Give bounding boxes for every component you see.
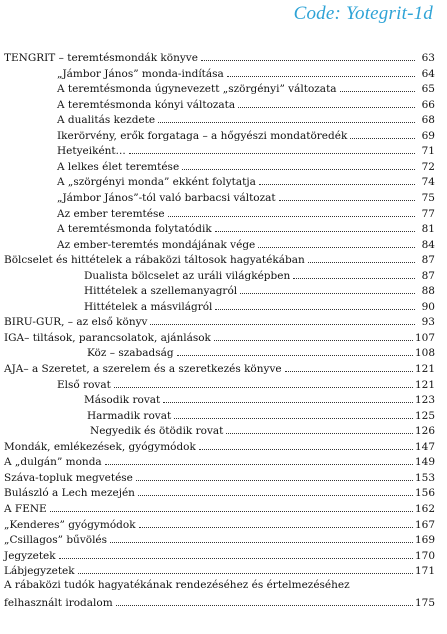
- toc-entry-title: Hittételek a másvilágról: [84, 300, 213, 313]
- toc-entry-page: 121: [414, 363, 435, 375]
- toc-entry-page: 171: [414, 565, 435, 578]
- toc-entry-page: 107: [414, 331, 435, 344]
- leader-dots: [293, 278, 415, 279]
- toc-entry-page: 87: [421, 269, 435, 282]
- toc-entry-title: Hittételek a szellemanyagról: [84, 285, 238, 298]
- leader-dots: [177, 355, 413, 356]
- toc-entry: [57, 110, 435, 126]
- leader-dots: [226, 433, 413, 434]
- toc-entry: [57, 95, 435, 111]
- leader-dots: [78, 573, 413, 574]
- toc-entry: [4, 250, 435, 266]
- leader-dots: [114, 387, 413, 388]
- toc-entry-title: „Kenderes” gyógymódok: [4, 518, 136, 531]
- toc-entry-page: 65: [421, 83, 435, 96]
- toc-entry: [4, 359, 435, 375]
- leader-dots: [174, 418, 413, 419]
- leader-dots: [182, 169, 415, 170]
- toc-entry-page: 125: [414, 409, 435, 422]
- toc-entry: [4, 483, 435, 499]
- toc-entry: [4, 468, 435, 484]
- toc-entry-title: Az ember teremtése: [57, 207, 165, 220]
- toc-entry: [57, 79, 435, 95]
- toc-entry: [57, 126, 435, 142]
- leader-dots: [110, 542, 413, 543]
- toc-entry-title: A „dulgán” monda: [4, 456, 102, 469]
- toc-entry-title: Ikerörvény, erők forgataga – a hőgyészi mondatöredék: [57, 129, 348, 142]
- toc-entry-page: 169: [414, 534, 435, 547]
- leader-dots: [215, 231, 415, 232]
- toc-entry-page: 71: [421, 145, 435, 158]
- leader-dots: [150, 324, 415, 325]
- toc-entry: [87, 343, 435, 359]
- toc-entry-page: 175: [414, 596, 435, 609]
- toc-entry-title: Bulászló a Lech mezején: [4, 487, 135, 500]
- toc-entry: [57, 188, 435, 204]
- toc-entry-title: TENGRIT – teremtésmondák könyve: [4, 52, 198, 64]
- leader-dots: [258, 247, 415, 248]
- toc-entry: [84, 390, 435, 406]
- document-code-label: Code: Yotegrit-1d: [293, 3, 433, 24]
- toc-entry: [4, 561, 435, 577]
- leader-dots: [105, 464, 413, 465]
- toc-entry-title: Első rovat: [57, 378, 111, 391]
- leader-dots: [139, 527, 413, 528]
- toc-entry-page: 153: [414, 471, 435, 484]
- toc-entry: [4, 546, 435, 562]
- toc-entry-title: A lelkes élet teremtése: [57, 160, 180, 173]
- toc-entry-page: 84: [421, 238, 435, 251]
- toc-entry: [57, 219, 435, 235]
- leader-dots: [350, 138, 415, 139]
- toc-entry-page: 64: [421, 67, 435, 80]
- toc-entry-page: 68: [421, 114, 435, 127]
- toc-entry-title: Jegyzetek: [4, 549, 56, 562]
- toc-entry-page: 147: [414, 440, 435, 453]
- toc-entry: [4, 515, 435, 531]
- leader-dots: [285, 371, 413, 372]
- toc-entry-page: 126: [414, 425, 435, 438]
- toc-entry-page: 74: [421, 176, 435, 189]
- leader-dots: [308, 262, 415, 263]
- leader-dots: [138, 495, 413, 496]
- toc-entry-page: 66: [421, 98, 435, 111]
- toc-entry-title: „Csillagos” bűvölés: [4, 534, 108, 547]
- toc-entry-title: IGA– tiltások, parancsolatok, ajánlások: [4, 331, 211, 344]
- leader-dots: [129, 153, 415, 154]
- leader-dots: [279, 200, 415, 201]
- toc-entry-title: Második rovat: [84, 394, 161, 407]
- toc-entry-page: 170: [414, 549, 435, 562]
- toc-entry-page: 69: [421, 129, 435, 142]
- toc-entry-page: 63: [421, 52, 435, 64]
- leader-dots: [59, 558, 413, 559]
- toc-entry-page: 77: [421, 207, 435, 220]
- toc-entry-title: Negyedik és ötödik rovat: [90, 425, 224, 438]
- toc-entry-page: 162: [414, 502, 435, 515]
- toc-entry-title: BIRU-GUR, – az első könyv: [4, 316, 148, 329]
- toc-entry-page: 156: [414, 487, 435, 500]
- toc-entry: [84, 297, 435, 313]
- toc-entry-page: 123: [414, 394, 435, 407]
- toc-entry-title: Lábjegyzetek: [4, 565, 75, 578]
- toc-entry: [57, 375, 435, 391]
- toc-entry-title: A FENE: [4, 502, 47, 515]
- toc-entry-title: AJA– a Szeretet, a szerelem és a szeretkezés könyve: [4, 363, 282, 375]
- toc-entry: [4, 499, 435, 515]
- toc-entry-title: Köz – szabadság: [87, 347, 174, 360]
- toc-entry-title: Bölcselet és hittételek a rábaközi táltosok hagyatékában: [4, 254, 305, 267]
- toc-entry: [84, 281, 435, 297]
- toc-entry-page: 121: [414, 378, 435, 391]
- leader-dots: [240, 293, 415, 294]
- toc-entry-title: Száva-topluk megvetése: [4, 471, 133, 484]
- toc-entry-title: Hetyeiként...: [57, 145, 126, 158]
- toc-entry-page: 149: [414, 456, 435, 469]
- toc-entry: [57, 64, 435, 80]
- toc-entry: [4, 452, 435, 468]
- leader-dots: [214, 340, 413, 341]
- toc-entry-title: Mondák, emlékezések, gyógymódok: [4, 440, 196, 453]
- leader-dots: [199, 449, 413, 450]
- toc-entry-title: A teremtésmonda úgynevezett „szörgényi” változata: [57, 83, 337, 96]
- toc-entry-page: 87: [421, 254, 435, 267]
- leader-dots: [227, 76, 415, 77]
- toc-entry-title: A teremtésmonda folytatódik: [57, 223, 212, 236]
- toc-entry-page: 81: [421, 223, 435, 236]
- toc-entry-title: Harmadik rovat: [87, 409, 172, 422]
- leader-dots: [116, 605, 413, 606]
- toc-entry-page: 167: [414, 518, 435, 531]
- toc-entry: [84, 266, 435, 282]
- toc-entry: [4, 577, 435, 609]
- toc-entry-title: A rábaközi tudók hagyatékának rendezéséhez és értelmezéséhez: [4, 578, 350, 591]
- leader-dots: [201, 60, 415, 61]
- toc-entry-title: A teremtésmonda kónyi változata: [57, 98, 236, 111]
- toc-entry: [4, 312, 435, 328]
- leader-dots: [136, 480, 413, 481]
- toc-entry: [57, 204, 435, 220]
- toc-entry: [57, 141, 435, 157]
- toc-entry-title: Dualista bölcselet az uráli világképben: [84, 269, 291, 282]
- toc-entry-title: Az ember-teremtés mondájának vége: [57, 238, 256, 251]
- leader-dots: [50, 511, 413, 512]
- toc-entry-title: „Jámbor János” monda-indítása: [57, 67, 224, 80]
- toc-entry: [4, 48, 435, 64]
- toc-entry: [87, 406, 435, 422]
- leader-dots: [215, 309, 415, 310]
- toc-entry-page: 93: [421, 316, 435, 329]
- toc-entry: [4, 530, 435, 546]
- toc-entry-title: „Jámbor János”-tól való barbacsi változat: [57, 191, 276, 204]
- toc-entry: [57, 157, 435, 173]
- leader-dots: [259, 184, 415, 185]
- leader-dots: [340, 91, 415, 92]
- toc-entry-page: 75: [421, 191, 435, 204]
- toc-entry-page: 90: [421, 300, 435, 313]
- leader-dots: [158, 122, 415, 123]
- toc-entry-title: A dualitás kezdete: [57, 114, 156, 127]
- leader-dots: [163, 402, 413, 403]
- toc-entry: [57, 235, 435, 251]
- toc-entry-page: 72: [421, 160, 435, 173]
- toc-entry-title-continued: felhasznált irodalom: [4, 596, 113, 609]
- toc-entry-page: 108: [414, 347, 435, 360]
- toc-entry: [90, 421, 435, 437]
- leader-dots: [238, 107, 415, 108]
- leader-dots: [168, 216, 415, 217]
- toc-entry: [4, 328, 435, 344]
- toc-entry: [57, 172, 435, 188]
- toc-entry: [4, 437, 435, 453]
- toc-entry-page: 88: [421, 285, 435, 298]
- toc-entry-title: A „szörgényi monda” ekként folytatja: [57, 176, 256, 189]
